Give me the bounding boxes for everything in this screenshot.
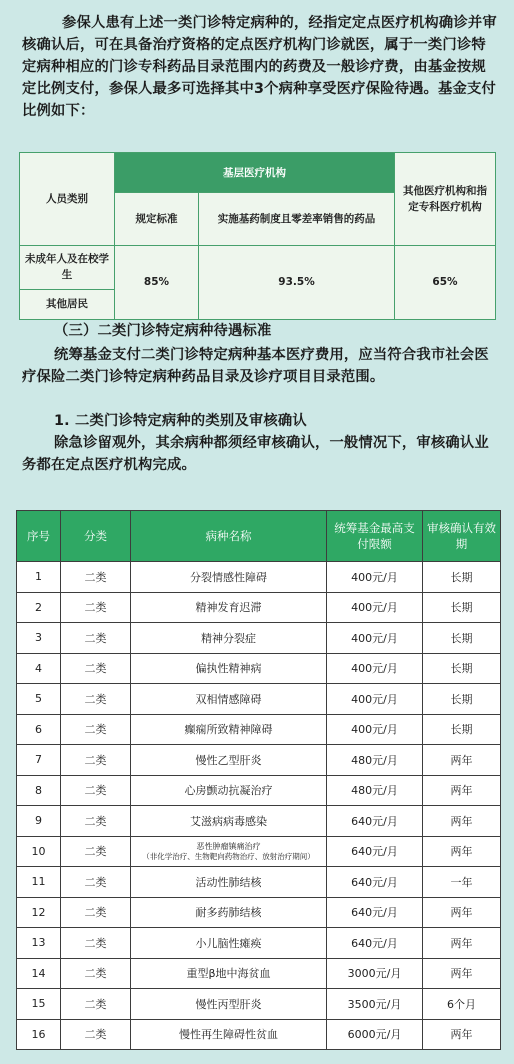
row-index: 10 bbox=[17, 836, 61, 867]
fund-ratio-table bbox=[19, 152, 496, 320]
row-payment-limit: 640元/月 bbox=[327, 897, 423, 928]
col-standard-header: 规定标准 bbox=[115, 193, 199, 245]
row-category: 二类 bbox=[61, 745, 131, 776]
row-disease-name: 重型β地中海贫血 bbox=[131, 958, 327, 989]
row-validity: 长期 bbox=[423, 562, 501, 593]
row-payment-limit: 400元/月 bbox=[327, 684, 423, 715]
table-row bbox=[17, 836, 501, 867]
row-payment-limit: 480元/月 bbox=[327, 745, 423, 776]
val-standard: 85% bbox=[115, 245, 199, 319]
row-validity: 两年 bbox=[423, 958, 501, 989]
table-row bbox=[17, 867, 501, 898]
row-disease-name: 精神分裂症 bbox=[131, 623, 327, 654]
row-category: 二类 bbox=[61, 867, 131, 898]
row-index: 8 bbox=[17, 775, 61, 806]
row-category: 二类 bbox=[61, 775, 131, 806]
intro-paragraph-1-text: 参保人患有上述一类门诊特定病种的，经指定定点医疗机构确诊并审核确认后，可在具备治疗资格的定点医疗机构门诊就医，属于一类门诊特定病种相应的门诊专科药品目录范围内的药费及一般诊疗费，由基金按规定比例支付，参保人最多可选择其中3个病种享受医疗保险待遇。基金支付比例如下： bbox=[22, 15, 497, 119]
header-index: 序号 bbox=[17, 511, 61, 562]
row-payment-limit: 400元/月 bbox=[327, 623, 423, 654]
row-category: 二类 bbox=[61, 714, 131, 745]
row-minors-label: 未成年人及在校学生 bbox=[20, 245, 115, 289]
row-validity: 两年 bbox=[423, 836, 501, 867]
row-validity: 两年 bbox=[423, 928, 501, 959]
row-category: 二类 bbox=[61, 623, 131, 654]
row-payment-limit: 640元/月 bbox=[327, 836, 423, 867]
row-index: 3 bbox=[17, 623, 61, 654]
disease-name-text: 恶性肿瘤镇痛治疗 bbox=[196, 841, 261, 851]
row-index: 12 bbox=[17, 897, 61, 928]
col-zero-markup-header: 实施基药制度且零差率销售的药品 bbox=[199, 193, 395, 245]
row-index: 14 bbox=[17, 958, 61, 989]
table-row bbox=[17, 989, 501, 1020]
col-other-header: 其他医疗机构和指定专科医疗机构 bbox=[395, 153, 496, 246]
row-validity: 两年 bbox=[423, 745, 501, 776]
row-payment-limit: 400元/月 bbox=[327, 562, 423, 593]
row-validity: 两年 bbox=[423, 806, 501, 837]
row-category: 二类 bbox=[61, 897, 131, 928]
row-category: 二类 bbox=[61, 958, 131, 989]
disease-table-body bbox=[17, 562, 501, 1050]
row-payment-limit: 640元/月 bbox=[327, 928, 423, 959]
subsection-heading-text: 1. 二类门诊特定病种的类别及审核确认 bbox=[54, 413, 307, 429]
row-disease-name: 心房颤动抗凝治疗 bbox=[131, 775, 327, 806]
row-validity: 两年 bbox=[423, 775, 501, 806]
row-index: 7 bbox=[17, 745, 61, 776]
table-row bbox=[17, 745, 501, 776]
row-category: 二类 bbox=[61, 592, 131, 623]
row-payment-limit: 6000元/月 bbox=[327, 1019, 423, 1050]
table-row bbox=[17, 928, 501, 959]
table-row bbox=[17, 1019, 501, 1050]
intro-paragraph-1 bbox=[22, 12, 500, 122]
intro-paragraph-3-text: 统筹基金支付二类门诊特定病种基本医疗费用，应当符合我市社会医疗保险二类门诊特定病种药品目录及诊疗项目目录范围。 bbox=[22, 347, 489, 385]
row-category: 二类 bbox=[61, 684, 131, 715]
col-basic-header: 基层医疗机构 bbox=[115, 153, 395, 193]
subsection-heading bbox=[22, 410, 500, 432]
row-payment-limit: 400元/月 bbox=[327, 653, 423, 684]
row-validity: 长期 bbox=[423, 684, 501, 715]
intro-paragraph-5 bbox=[22, 432, 500, 476]
row-validity: 两年 bbox=[423, 897, 501, 928]
row-category: 二类 bbox=[61, 989, 131, 1020]
row-disease-name: 分裂情感性障碍 bbox=[131, 562, 327, 593]
row-category: 二类 bbox=[61, 1019, 131, 1050]
table-row bbox=[17, 562, 501, 593]
row-disease-name: 双相情感障碍 bbox=[131, 684, 327, 715]
section-heading-text: （三）二类门诊特定病种待遇标准 bbox=[54, 323, 272, 339]
row-disease-name bbox=[131, 836, 327, 867]
row-index: 6 bbox=[17, 714, 61, 745]
row-payment-limit: 400元/月 bbox=[327, 592, 423, 623]
row-disease-name: 耐多药肺结核 bbox=[131, 897, 327, 928]
row-category: 二类 bbox=[61, 928, 131, 959]
row-index: 2 bbox=[17, 592, 61, 623]
row-payment-limit: 3500元/月 bbox=[327, 989, 423, 1020]
row-category: 二类 bbox=[61, 836, 131, 867]
row-disease-name: 小儿脑性瘫痪 bbox=[131, 928, 327, 959]
row-category: 二类 bbox=[61, 653, 131, 684]
row-index: 13 bbox=[17, 928, 61, 959]
row-disease-name: 活动性肺结核 bbox=[131, 867, 327, 898]
header-disease-name: 病种名称 bbox=[131, 511, 327, 562]
row-index: 16 bbox=[17, 1019, 61, 1050]
table-row bbox=[17, 653, 501, 684]
row-index: 15 bbox=[17, 989, 61, 1020]
row-disease-name: 精神发育迟滞 bbox=[131, 592, 327, 623]
table-row bbox=[17, 806, 501, 837]
row-payment-limit: 480元/月 bbox=[327, 775, 423, 806]
row-payment-limit: 3000元/月 bbox=[327, 958, 423, 989]
table-row bbox=[17, 623, 501, 654]
row-disease-name: 癫痫所致精神障碍 bbox=[131, 714, 327, 745]
row-disease-name: 慢性再生障碍性贫血 bbox=[131, 1019, 327, 1050]
table-header-row bbox=[17, 511, 501, 562]
disease-table bbox=[16, 510, 501, 1050]
table-row bbox=[17, 684, 501, 715]
row-validity: 长期 bbox=[423, 653, 501, 684]
header-category: 分类 bbox=[61, 511, 131, 562]
intro-paragraph-3 bbox=[22, 344, 500, 388]
row-disease-name: 慢性丙型肝炎 bbox=[131, 989, 327, 1020]
col-category-header: 人员类别 bbox=[20, 153, 115, 246]
row-payment-limit: 400元/月 bbox=[327, 714, 423, 745]
row-index: 9 bbox=[17, 806, 61, 837]
row-disease-name: 艾滋病病毒感染 bbox=[131, 806, 327, 837]
row-payment-limit: 640元/月 bbox=[327, 867, 423, 898]
table-row bbox=[17, 897, 501, 928]
row-category: 二类 bbox=[61, 806, 131, 837]
table-row bbox=[17, 775, 501, 806]
row-category: 二类 bbox=[61, 562, 131, 593]
section-heading bbox=[22, 320, 500, 342]
disease-name-note: （非化学治疗、生物靶向药物治疗、放射治疗期间） bbox=[142, 851, 315, 861]
row-index: 1 bbox=[17, 562, 61, 593]
row-index: 4 bbox=[17, 653, 61, 684]
row-disease-name: 慢性乙型肝炎 bbox=[131, 745, 327, 776]
row-disease-name: 偏执性精神病 bbox=[131, 653, 327, 684]
row-validity: 长期 bbox=[423, 623, 501, 654]
val-zero-markup: 93.5% bbox=[199, 245, 395, 319]
header-payment-limit: 统筹基金最高支付限额 bbox=[327, 511, 423, 562]
intro-paragraph-5-text: 除急诊留观外，其余病种都须经审核确认，一般情况下，审核确认业务都在定点医疗机构完成。 bbox=[22, 435, 489, 473]
val-other: 65% bbox=[395, 245, 496, 319]
header-validity: 审核确认有效期 bbox=[423, 511, 501, 562]
row-validity: 两年 bbox=[423, 1019, 501, 1050]
table-row bbox=[17, 714, 501, 745]
row-payment-limit: 640元/月 bbox=[327, 806, 423, 837]
row-index: 11 bbox=[17, 867, 61, 898]
row-other-residents-label: 其他居民 bbox=[20, 289, 115, 319]
table-row bbox=[17, 958, 501, 989]
row-index: 5 bbox=[17, 684, 61, 715]
row-validity: 6个月 bbox=[423, 989, 501, 1020]
row-validity: 长期 bbox=[423, 592, 501, 623]
table-row bbox=[17, 592, 501, 623]
row-validity: 长期 bbox=[423, 714, 501, 745]
row-validity: 一年 bbox=[423, 867, 501, 898]
